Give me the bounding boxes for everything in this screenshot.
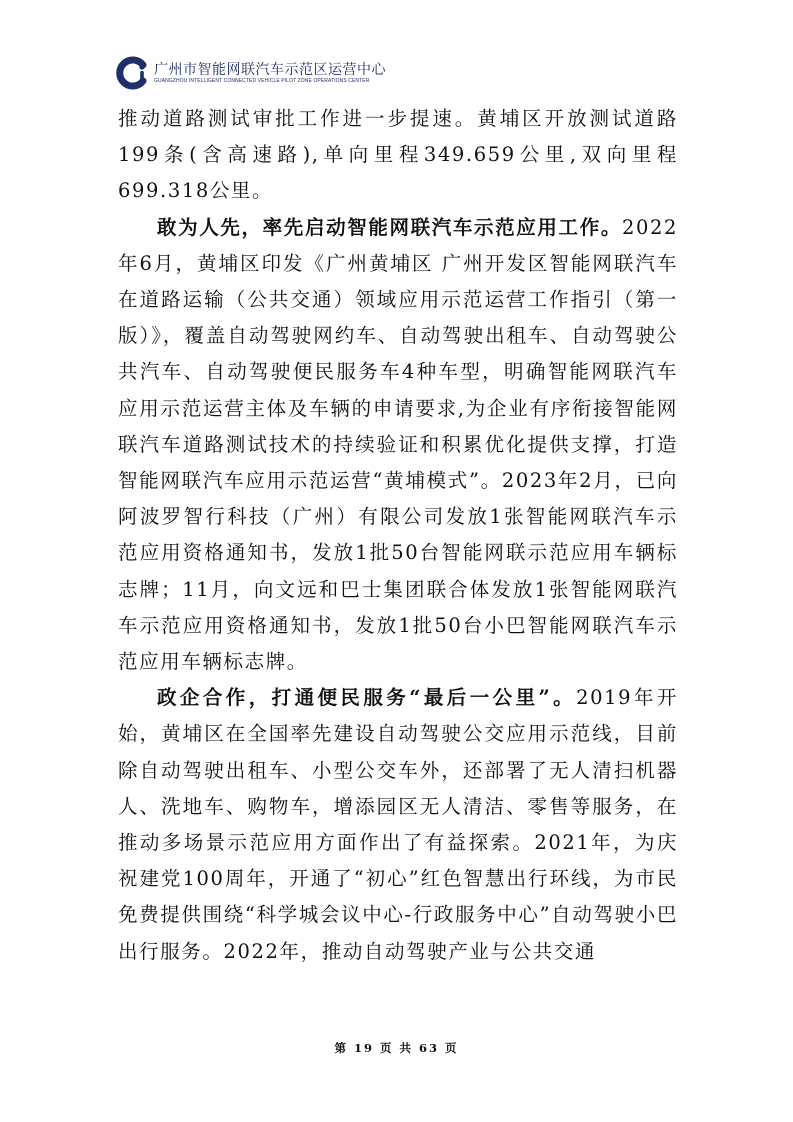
org-name-cn: 广州市智能网联汽车示范区运营中心 (154, 61, 386, 78)
org-name (154, 62, 386, 85)
paragraph-heading: 政企合作，打通便民服务“最后一公里”。 (157, 686, 577, 710)
document-body (118, 101, 678, 970)
ci-logo-icon (116, 56, 150, 90)
paragraph-text: 2019年开始，黄埔区在全国率先建设自动驾驶公交应用示范线，目前除自动驾驶出租车、小型公交车外，还部署了无人清扫机器人、洗地车、购物车，增添园区无人清洁、零售等服务，在推动多场景示范应用方面作出了有益探索。2021年，为庆祝建党100周年，开通了“初心”红色智慧出行环线，为市民免费提供围绕“科学城会议中心-行政服务中心”自动驾驶小巴出行服务。2022年，推动自动驾驶产业与公共交通 (118, 686, 678, 963)
page-number: 第 19 页 共 63 页 (334, 1041, 459, 1055)
paragraph-government-cooperation (118, 680, 678, 970)
paragraph-text: 推动道路测试审批工作进一步提速。黄埔区开放测试道路199条(含高速路),单向里程349.659公里,双向里程699.318公里。 (118, 107, 678, 203)
paragraph-heading: 敢为人先，率先启动智能网联汽车示范应用工作。 (157, 215, 622, 239)
paragraph-road-testing (118, 101, 678, 210)
paragraph-text: 2022年6月，黄埔区印发《广州黄埔区 广州开发区智能网联汽车在道路运输（公共交通）领域应用示范运营工作指引（第一版）》，覆盖自动驾驶网约车、自动驾驶出租车、自动驾驶公共汽车、自动驾驶便民服务车4种车型，明确智能网联汽车应用示范运营主体及车辆的申请要求,为企业有序衔接智能网联汽车道路测试技术的持续验证和积累优化提供支撑，打造智能网联汽车应用示范运营“黄埔模式”。2023年2月，已向阿波罗智行科技（广州）有限公司发放1张智能网联汽车示范应用资格通知书，发放1批50台智能网联示范应用车辆标志牌；11月，向文远和巴士集团联合体发放1张智能网联汽车示范应用资格通知书，发放1批50台小巴智能网联汽车示范应用车辆标志牌。 (118, 215, 678, 674)
paragraph-demo-application (118, 210, 678, 681)
document-header (116, 56, 386, 90)
org-name-en: GUANGZHOU INTELLIGENT CONNECTED VEHICLE PILOT ZONE OPERATIONS CENTER (154, 77, 370, 84)
